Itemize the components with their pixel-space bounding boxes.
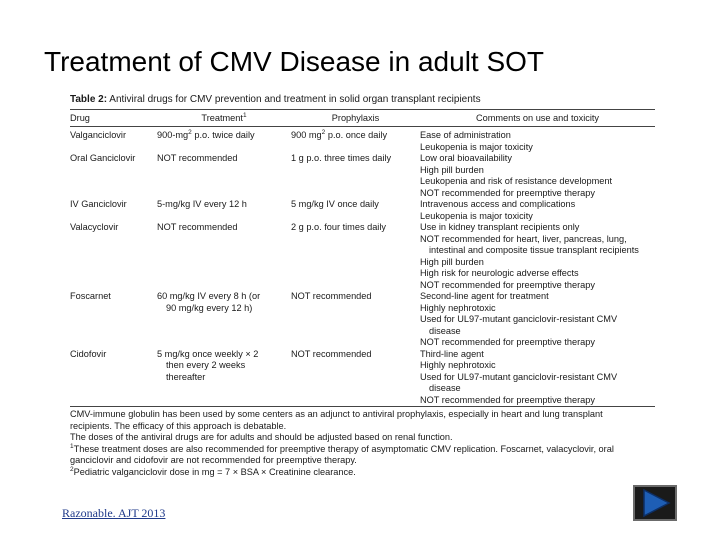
comment-line: Use in kidney transplant recipients only [420, 222, 580, 232]
table-row [70, 349, 655, 407]
footnote-line: CMV-immune globulin has been used by some centers as an adjunct to antiviral prophylaxis, especially in heart and lung transplant [70, 409, 603, 419]
prophylaxis-line: 2 g p.o. four times daily [291, 222, 386, 232]
cell-treatment [157, 222, 291, 291]
comment-line: Third-line agent [420, 348, 484, 359]
cell-drug: Cidofovir [70, 348, 107, 359]
header-treatment: Treatment$^1$ [201, 111, 247, 123]
table-body [70, 127, 655, 406]
footnote-line: $^1$These treatment doses are also recommended for preemptive therapy of asymptomatic CMV replication. Foscarnet, valacyclovir, oral [70, 442, 614, 454]
treatment-line: NOT recommended [157, 222, 238, 232]
table-row [70, 291, 655, 349]
comment-line: Leukopenia is major toxicity [420, 210, 533, 221]
cell-treatment [157, 153, 291, 199]
table-row [70, 199, 655, 222]
treatment-line: 5-mg/kg IV every 12 h [157, 199, 247, 209]
play-next-icon [635, 487, 675, 519]
cell-comments [420, 199, 655, 222]
comment-line: Low oral bioavailability [420, 153, 512, 163]
treatment-line: then every 2 weeks [166, 360, 246, 370]
comment-line: NOT recommended for preemptive therapy [420, 279, 595, 290]
comment-line: High pill burden [420, 256, 484, 267]
cell-prophylaxis [291, 291, 420, 349]
comment-line: disease [429, 383, 461, 393]
cell-drug: IV Ganciclovir [70, 199, 127, 209]
comment-line: Second-line agent for treatment [420, 291, 549, 301]
prophylaxis-line: NOT recommended [291, 348, 372, 359]
comment-line: High pill burden [420, 164, 484, 175]
table-row [70, 222, 655, 291]
cell-drug: Valacyclovir [70, 222, 119, 232]
comment-line: Leukopenia and risk of resistance development [420, 176, 613, 186]
table-caption [70, 94, 655, 106]
treatment-line: NOT recommended [157, 153, 238, 163]
comment-line: Used for UL97-mutant ganciclovir-resistant CMV [420, 371, 618, 382]
comment-line: Intravenous access and complications [420, 199, 576, 209]
cell-prophylaxis [291, 153, 420, 199]
cell-comments [420, 153, 655, 199]
comment-line: Highly nephrotoxic [420, 360, 496, 370]
cell-treatment [157, 199, 291, 222]
comment-line: Highly nephrotoxic [420, 302, 496, 313]
table-row [70, 130, 655, 153]
prophylaxis-line: NOT recommended [291, 291, 372, 301]
comment-line: Leukopenia is major toxicity [420, 141, 533, 152]
antiviral-table [70, 94, 655, 478]
table-row [70, 153, 655, 199]
reference-link[interactable]: Razonable. AJT 2013 [62, 506, 166, 520]
table-caption-label: Table 2: [70, 94, 108, 105]
table-caption-text: Antiviral drugs for CMV prevention and treatment in solid organ transplant recipients [107, 94, 481, 105]
treatment-line: 60 mg/kg IV every 8 h (or [157, 291, 261, 301]
cell-comments [420, 222, 655, 291]
cell-treatment [157, 291, 291, 349]
slide-title: Treatment of CMV Disease in adult SOT [44, 46, 545, 77]
footnote-line: ganciclovir and cidofovir are not recommended for preemptive therapy. [70, 455, 357, 465]
next-slide-button[interactable] [633, 485, 677, 521]
comment-line: intestinal and composite tissue transplant recipients [429, 245, 639, 255]
treatment-line: 90 mg/kg every 12 h) [166, 302, 253, 313]
comment-line: High risk for neurologic adverse effects [420, 268, 579, 278]
treatment-line: $900-mg^2$ p.o. twice daily [157, 128, 255, 140]
cell-prophylaxis [291, 222, 420, 291]
comment-line: NOT recommended for preemptive therapy [420, 187, 595, 198]
cell-comments [420, 291, 655, 349]
prophylaxis-line: 5 mg/kg IV once daily [291, 199, 379, 209]
cell-prophylaxis [291, 349, 420, 407]
cell-comments [420, 349, 655, 407]
footnote-line: $^2$Pediatric valganciclovir dose in mg = 7 × BSA × Creatinine clearance. [70, 465, 356, 477]
table-header [70, 110, 655, 127]
cell-comments [420, 130, 655, 153]
comment-line: NOT recommended for preemptive therapy [420, 394, 595, 405]
comment-line: Ease of administration [420, 130, 511, 140]
comment-line: disease [429, 325, 461, 336]
treatment-line: 5 mg/kg once weekly × 2 [157, 348, 259, 359]
prophylaxis-line: 1 g p.o. three times daily [291, 153, 392, 163]
cell-drug: Oral Ganciclovir [70, 153, 136, 163]
comment-line: NOT recommended for heart, liver, pancreas, lung, [420, 233, 627, 244]
footnote-line: The doses of the antiviral drugs are for adults and should be adjusted based on renal function. [70, 432, 453, 442]
cell-prophylaxis [291, 199, 420, 222]
treatment-line: thereafter [166, 371, 206, 382]
cell-treatment [157, 349, 291, 407]
cell-drug: Valganciclovir [70, 130, 126, 140]
comment-line: Used for UL97-mutant ganciclovir-resistant CMV [420, 314, 618, 324]
footnote-line: recipients. The efficacy of this approach is debatable. [70, 420, 287, 431]
cell-drug: Foscarnet [70, 291, 111, 301]
cell-treatment [157, 130, 291, 153]
header-comments: Comments on use and toxicity [475, 112, 600, 123]
table-footnotes [70, 407, 655, 478]
cell-prophylaxis [291, 130, 420, 153]
comment-line: NOT recommended for preemptive therapy [420, 337, 595, 347]
header-drug: Drug [70, 112, 90, 123]
prophylaxis-line: 900 $mg^2$ p.o. once daily [291, 128, 388, 140]
header-prophylaxis: Prophylaxis [331, 112, 380, 123]
